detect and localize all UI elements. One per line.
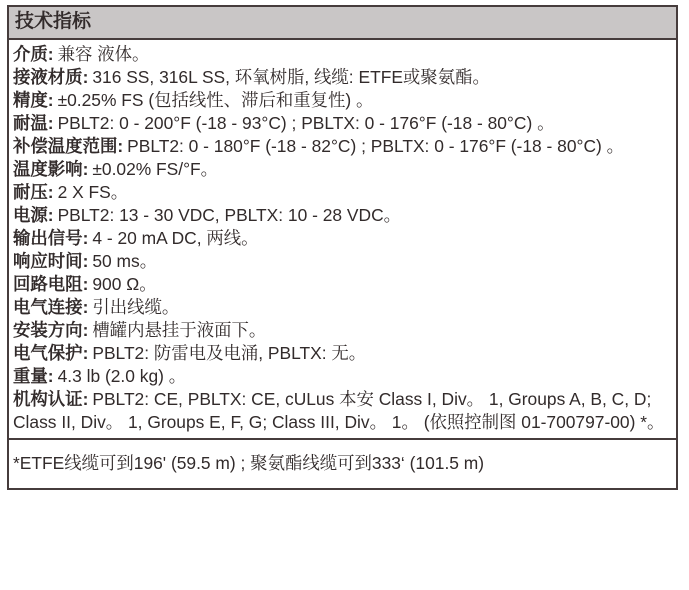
table-title: 技术指标 [15,11,92,32]
spec-label: 精度: [13,90,54,110]
spec-value: 引出线缆。 [92,297,180,317]
spec-label: 重量: [13,366,54,386]
spec-label: 接液材质: [13,67,89,87]
spec-value: 2 X FS。 [57,182,129,202]
spec-label: 电气保护: [13,343,89,363]
spec-label: 电气连接: [13,297,89,317]
spec-value: 4.3 lb (2.0 kg) 。 [57,366,187,386]
spec-value: 316 SS, 316L SS, 环氧树脂, 线缆: ETFE或聚氨酯。 [92,67,490,87]
spec-label: 温度影响: [13,159,89,179]
spec-row [13,135,672,158]
spec-row [13,273,672,296]
spec-value: 900 Ω。 [92,274,157,294]
spec-value: 槽罐内悬挂于液面下。 [92,320,267,340]
spec-value: ±0.25% FS (包括线性、滞后和重复性) 。 [57,90,374,110]
spec-value: PBLT2: 13 - 30 VDC, PBLTX: 10 - 28 VDC。 [57,205,402,225]
spec-value: 50 ms。 [92,251,158,271]
spec-row [13,250,672,273]
table-footnote [9,438,676,488]
spec-label: 回路电阻: [13,274,89,294]
spec-row [13,227,672,250]
spec-row [13,158,672,181]
spec-row [13,204,672,227]
spec-label: 响应时间: [13,251,89,271]
table-header [9,7,676,40]
spec-value: 兼容 液体。 [57,44,150,64]
spec-value: PBLT2: 0 - 200°F (-18 - 93°C) ; PBLTX: 0 - 176°F (-18 - 80°C) 。 [57,113,555,133]
spec-list [9,40,676,438]
spec-row [13,89,672,112]
spec-label: 机构认证: [13,389,89,409]
spec-label: 耐温: [13,113,54,133]
spec-row [13,43,672,66]
spec-label: 介质: [13,44,54,64]
spec-label: 输出信号: [13,228,89,248]
spec-label: 安装方向: [13,320,89,340]
spec-table [7,5,678,490]
footnote-text: *ETFE线缆可到196' (59.5 m) ; 聚氨酯线缆可到333‘ (101.5 m) [13,453,485,473]
spec-label: 电源: [13,205,54,225]
spec-label: 耐压: [13,182,54,202]
spec-value: 4 - 20 mA DC, 两线。 [92,228,259,248]
spec-value: PBLT2: 0 - 180°F (-18 - 82°C) ; PBLTX: 0 - 176°F (-18 - 80°C) 。 [127,136,625,156]
spec-value: PBLT2: CE, PBLTX: CE, cULus 本安 Class I, Div。 1, Groups A, B, C, D; Class II, Div。 1, Groups E, F, G; Class III, Div。 1。 (依照控制图 01-700797-00) *。 [13,389,665,432]
spec-row [13,388,672,434]
spec-row [13,319,672,342]
spec-value: PBLT2: 防雷电及电涌, PBLTX: 无。 [92,343,367,363]
spec-row [13,112,672,135]
spec-row [13,296,672,319]
spec-row [13,66,672,89]
spec-row [13,365,672,388]
spec-label: 补偿温度范围: [13,136,124,156]
spec-row [13,181,672,204]
spec-value: ±0.02% FS/°F。 [92,159,219,179]
spec-row [13,342,672,365]
